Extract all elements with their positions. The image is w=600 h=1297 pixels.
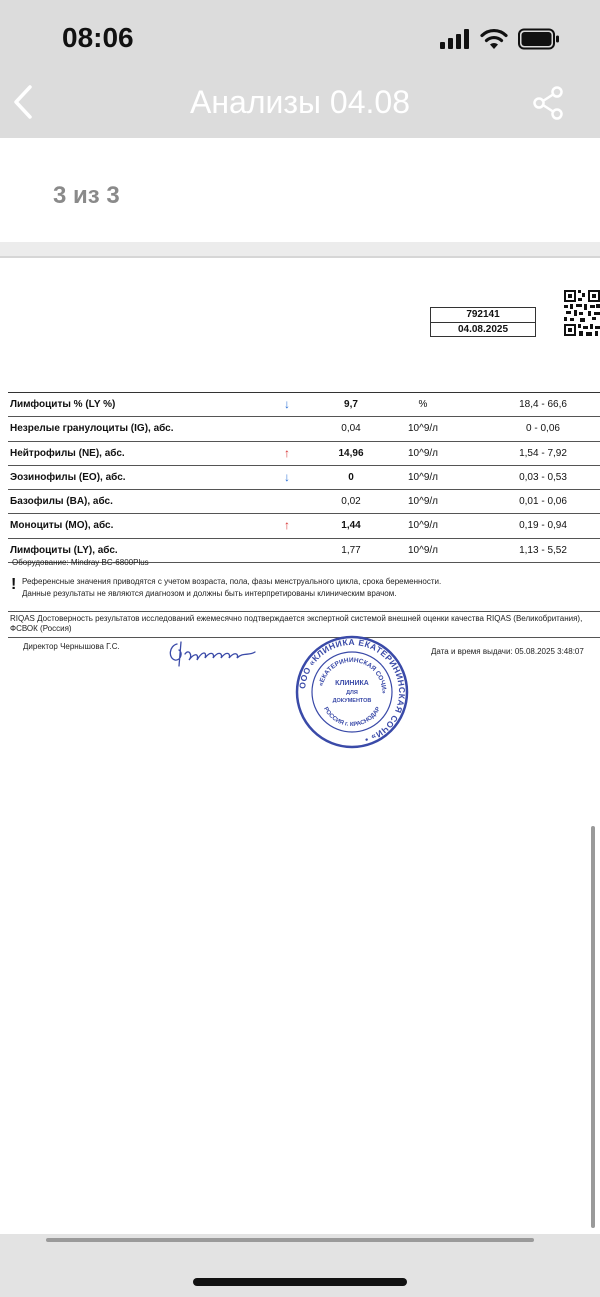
page-indicator: 3 из 3 [53,182,120,209]
result-reference: 1,54 - 7,92 [519,447,567,459]
bottom-area [0,1234,600,1297]
result-row [8,393,600,417]
result-reference: 18,4 - 66,6 [519,399,567,410]
arrow-up-icon: ↑ [284,518,290,533]
stamp-line-2: ДЛЯ [346,690,358,696]
result-value: 9,7 [344,399,358,410]
svg-text:«ЕКАТЕРИНИНСКАЯ СОЧИ» [318,657,387,694]
arrow-up-icon: ↑ [284,445,290,460]
arrow-down-icon: ↓ [284,469,290,484]
svg-text:РОССИЯ г. КРАСНОДАР [322,706,382,728]
result-name: Моноциты (MO), абс. [10,520,114,532]
result-name: Эозинофилы (EO), абс. [10,471,126,483]
director-line: Директор Чернышова Г.С. [23,642,120,651]
result-unit: 10^9/л [408,520,438,532]
result-unit: 10^9/л [408,544,438,556]
result-name: Нейтрофилы (NE), абс. [10,447,125,459]
stamp-line-3: ДОКУМЕНТОВ [332,698,372,704]
document-page[interactable] [0,258,600,1234]
horizontal-scrollbar[interactable] [46,1238,534,1242]
result-row [8,466,600,490]
result-row [8,490,600,514]
result-reference: 0,03 - 0,53 [519,471,567,483]
share-icon [532,86,566,120]
notes-exclamation: ! [11,576,17,593]
stamp-inner-arc: «ЕКАТЕРИНИНСКАЯ СОЧИ» [317,656,388,694]
order-date: 04.08.2025 [457,324,509,335]
home-indicator[interactable] [193,1278,407,1286]
diagnosis-note: Данные результаты не являются диагнозом и должны быть интерпретированы клиническим врачом. [22,589,397,598]
page-indicator-area [0,138,600,242]
result-unit: 10^9/л [408,447,438,459]
result-name: Незрелые гранулоциты (IG), абс. [10,423,174,435]
result-unit: 10^9/л [408,423,438,435]
vertical-scrollbar[interactable] [591,826,595,1228]
stamp-outer-text: ООО «КЛИНИКА ЕКАТЕРИНИНСКАЯ СОЧИ» • [297,636,408,746]
result-unit: 10^9/л [408,471,438,483]
page-divider [0,242,600,258]
result-name: Лимфоциты (LY), абс. [10,544,118,556]
results-table [8,392,600,563]
result-reference: 0,19 - 0,94 [519,520,567,532]
stamp-line-1: КЛИНИКА [335,680,369,687]
share-button[interactable] [532,86,566,120]
order-number: 792141 [431,308,535,323]
result-reference: 0,01 - 0,06 [519,496,567,508]
result-value: 14,96 [338,447,364,459]
stamp [295,635,409,749]
page-title: Анализы 04.08 [190,84,410,120]
result-unit: 10^9/л [408,496,438,508]
reference-note: Референсные значения приводятся с учетом возраста, пола, фазы менструального цикла, срока беременности. [22,577,442,586]
result-value: 0,02 [341,496,361,508]
status-icons [440,28,560,50]
signature [165,636,260,672]
status-time: 08:06 [62,22,134,53]
arrow-down-icon: ↓ [284,397,290,411]
result-value: 1,44 [341,520,361,532]
result-value: 1,77 [341,544,361,556]
stamp-bottom-arc: РОССИЯ г. КРАСНОДАР [322,706,382,729]
result-row [8,417,600,441]
result-name: Лимфоциты % (LY %) [10,399,116,410]
result-name: Базофилы (BA), абс. [10,496,113,508]
result-reference: 0 - 0,06 [526,423,560,435]
wifi-icon [480,28,508,50]
issued-datetime: Дата и время выдачи: 05.08.2025 3:48:07 [431,647,584,656]
order-box [430,307,536,337]
result-row [8,442,600,466]
result-value: 0,04 [341,423,361,435]
riqas-note: RIQAS Достоверность результатов исследований ежемесячно подтверждается экспертной системой внешней оценки качества RIQAS (Великобритания), ФСВОК (Россия) [8,611,600,638]
result-unit: % [418,399,428,410]
battery-icon [518,28,560,50]
equipment-note: Оборудование: Mindray BC-6800Plus [12,558,149,567]
signal-icon [440,29,470,49]
qr-code-icon [564,290,600,336]
result-row [8,514,600,538]
nav-bar [0,68,600,138]
result-reference: 1,13 - 5,52 [519,544,567,556]
result-value: 0 [348,471,354,483]
